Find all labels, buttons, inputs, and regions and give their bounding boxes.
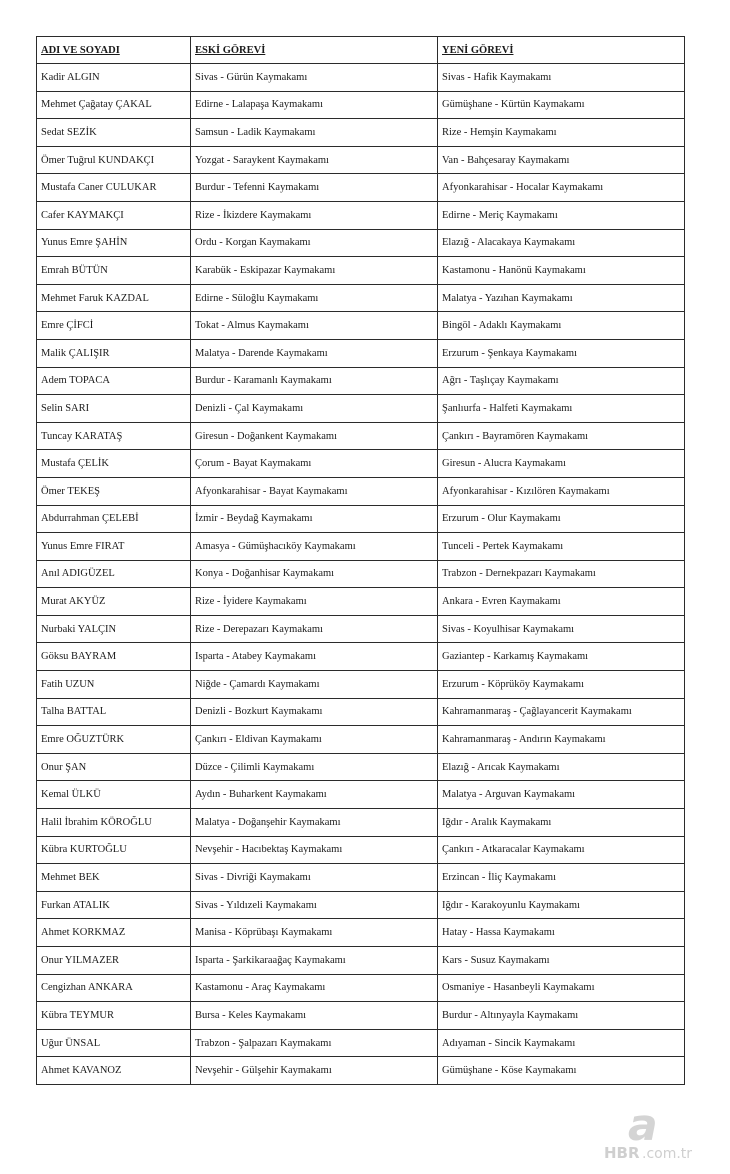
cell-new-position: Elazığ - Arıcak Kaymakamı [438, 753, 685, 781]
cell-new-position: Osmaniye - Hasanbeyli Kaymakamı [438, 974, 685, 1002]
cell-old-position: Rize - Derepazarı Kaymakamı [191, 615, 438, 643]
cell-old-position: Edirne - Süloğlu Kaymakamı [191, 284, 438, 312]
cell-name: Yunus Emre ŞAHİN [37, 229, 191, 257]
cell-new-position: Ankara - Evren Kaymakamı [438, 588, 685, 616]
cell-new-position: Burdur - Altınyayla Kaymakamı [438, 1002, 685, 1030]
cell-new-position: Malatya - Yazıhan Kaymakamı [438, 284, 685, 312]
table-row [37, 257, 685, 285]
cell-name: Halil İbrahim KÖROĞLU [37, 809, 191, 837]
watermark-domain: .com.tr [642, 1146, 693, 1162]
cell-name: Onur YILMAZER [37, 947, 191, 975]
table-row [37, 891, 685, 919]
cell-new-position: Afyonkarahisar - Kızılören Kaymakamı [438, 477, 685, 505]
cell-name: Ahmet KORKMAZ [37, 919, 191, 947]
cell-old-position: Edirne - Lalapaşa Kaymakamı [191, 91, 438, 119]
cell-name: Emre ÇİFCİ [37, 312, 191, 340]
cell-old-position: Sivas - Yıldızeli Kaymakamı [191, 891, 438, 919]
cell-new-position: Çankırı - Atkaracalar Kaymakamı [438, 836, 685, 864]
table-row [37, 1002, 685, 1030]
cell-old-position: Sivas - Divriği Kaymakamı [191, 864, 438, 892]
cell-name: Tuncay KARATAŞ [37, 422, 191, 450]
cell-old-position: Aydın - Buharkent Kaymakamı [191, 781, 438, 809]
table-row [37, 919, 685, 947]
cell-name: Cengizhan ANKARA [37, 974, 191, 1002]
cell-old-position: Düzce - Çilimli Kaymakamı [191, 753, 438, 781]
cell-new-position: Hatay - Hassa Kaymakamı [438, 919, 685, 947]
cell-old-position: Manisa - Köprübaşı Kaymakamı [191, 919, 438, 947]
table-row [37, 671, 685, 699]
table-row [37, 339, 685, 367]
cell-name: Mehmet BEK [37, 864, 191, 892]
cell-new-position: Sivas - Koyulhisar Kaymakamı [438, 615, 685, 643]
cell-name: Kübra KURTOĞLU [37, 836, 191, 864]
cell-new-position: Giresun - Alucra Kaymakamı [438, 450, 685, 478]
watermark-brand: HBR [604, 1144, 640, 1162]
cell-new-position: Şanlıurfa - Halfeti Kaymakamı [438, 395, 685, 423]
cell-name: Ömer Tuğrul KUNDAKÇI [37, 146, 191, 174]
table-row [37, 781, 685, 809]
assignments-table [36, 36, 685, 1085]
table-header-row [37, 37, 685, 64]
cell-new-position: Erzurum - Köprüköy Kaymakamı [438, 671, 685, 699]
cell-name: Uğur ÜNSAL [37, 1029, 191, 1057]
table-row [37, 229, 685, 257]
cell-old-position: İzmir - Beydağ Kaymakamı [191, 505, 438, 533]
table-row [37, 588, 685, 616]
cell-new-position: Tunceli - Pertek Kaymakamı [438, 533, 685, 561]
cell-name: Talha BATTAL [37, 698, 191, 726]
table-row [37, 64, 685, 92]
cell-old-position: Karabük - Eskipazar Kaymakamı [191, 257, 438, 285]
cell-old-position: Samsun - Ladik Kaymakamı [191, 119, 438, 147]
cell-name: Mehmet Çağatay ÇAKAL [37, 91, 191, 119]
cell-name: Ömer TEKEŞ [37, 477, 191, 505]
table-row [37, 533, 685, 561]
cell-new-position: Kars - Susuz Kaymakamı [438, 947, 685, 975]
cell-old-position: Trabzon - Şalpazarı Kaymakamı [191, 1029, 438, 1057]
cell-new-position: Kahramanmaraş - Andırın Kaymakamı [438, 726, 685, 754]
table-row [37, 146, 685, 174]
cell-new-position: Adıyaman - Sincik Kaymakamı [438, 1029, 685, 1057]
cell-name: Selin SARI [37, 395, 191, 423]
table-row [37, 201, 685, 229]
cell-old-position: Niğde - Çamardı Kaymakamı [191, 671, 438, 699]
cell-old-position: Isparta - Atabey Kaymakamı [191, 643, 438, 671]
cell-new-position: Rize - Hemşin Kaymakamı [438, 119, 685, 147]
table-row [37, 753, 685, 781]
cell-name: Cafer KAYMAKÇI [37, 201, 191, 229]
table-row [37, 1057, 685, 1085]
cell-old-position: Nevşehir - Hacıbektaş Kaymakamı [191, 836, 438, 864]
cell-new-position: Afyonkarahisar - Hocalar Kaymakamı [438, 174, 685, 202]
table-row [37, 809, 685, 837]
table-row [37, 864, 685, 892]
cell-name: Mehmet Faruk KAZDAL [37, 284, 191, 312]
cell-old-position: Kastamonu - Araç Kaymakamı [191, 974, 438, 1002]
table-row [37, 1029, 685, 1057]
cell-new-position: Gaziantep - Karkamış Kaymakamı [438, 643, 685, 671]
cell-new-position: Gümüşhane - Köse Kaymakamı [438, 1057, 685, 1085]
cell-name: Fatih UZUN [37, 671, 191, 699]
table-row [37, 422, 685, 450]
cell-old-position: Isparta - Şarkikaraağaç Kaymakamı [191, 947, 438, 975]
cell-name: Mustafa Caner CULUKAR [37, 174, 191, 202]
watermark-logo-letter: a [628, 1102, 658, 1151]
cell-name: Sedat SEZİK [37, 119, 191, 147]
cell-name: Mustafa ÇELİK [37, 450, 191, 478]
table-row [37, 91, 685, 119]
table-row [37, 698, 685, 726]
cell-old-position: Afyonkarahisar - Bayat Kaymakamı [191, 477, 438, 505]
cell-name: Kemal ÜLKÜ [37, 781, 191, 809]
cell-new-position: Van - Bahçesaray Kaymakamı [438, 146, 685, 174]
cell-old-position: Nevşehir - Gülşehir Kaymakamı [191, 1057, 438, 1085]
cell-old-position: Amasya - Gümüşhacıköy Kaymakamı [191, 533, 438, 561]
cell-name: Onur ŞAN [37, 753, 191, 781]
table-row [37, 947, 685, 975]
table-row [37, 615, 685, 643]
cell-old-position: Rize - İyidere Kaymakamı [191, 588, 438, 616]
cell-new-position: Trabzon - Dernekpazarı Kaymakamı [438, 560, 685, 588]
cell-name: Abdurrahman ÇELEBİ [37, 505, 191, 533]
cell-new-position: Edirne - Meriç Kaymakamı [438, 201, 685, 229]
cell-name: Emrah BÜTÜN [37, 257, 191, 285]
table-row [37, 119, 685, 147]
cell-new-position: Elazığ - Alacakaya Kaymakamı [438, 229, 685, 257]
header-old-position: ESKİ GÖREVİ [191, 37, 438, 64]
cell-new-position: Erzurum - Şenkaya Kaymakamı [438, 339, 685, 367]
cell-new-position: Kastamonu - Hanönü Kaymakamı [438, 257, 685, 285]
cell-new-position: Erzurum - Olur Kaymakamı [438, 505, 685, 533]
cell-old-position: Denizli - Çal Kaymakamı [191, 395, 438, 423]
table-row [37, 450, 685, 478]
table-row [37, 312, 685, 340]
header-name: ADI VE SOYADI [37, 37, 191, 64]
cell-new-position: Çankırı - Bayramören Kaymakamı [438, 422, 685, 450]
cell-name: Yunus Emre FIRAT [37, 533, 191, 561]
table-row [37, 560, 685, 588]
cell-new-position: Kahramanmaraş - Çağlayancerit Kaymakamı [438, 698, 685, 726]
cell-new-position: Erzincan - İliç Kaymakamı [438, 864, 685, 892]
cell-new-position: Iğdır - Karakoyunlu Kaymakamı [438, 891, 685, 919]
cell-old-position: Denizli - Bozkurt Kaymakamı [191, 698, 438, 726]
table-row [37, 974, 685, 1002]
cell-old-position: Bursa - Keles Kaymakamı [191, 1002, 438, 1030]
cell-old-position: Tokat - Almus Kaymakamı [191, 312, 438, 340]
cell-name: Adem TOPACA [37, 367, 191, 395]
table-row [37, 477, 685, 505]
table-row [37, 395, 685, 423]
cell-name: Kadir ALGIN [37, 64, 191, 92]
table-row [37, 643, 685, 671]
cell-old-position: Çankırı - Eldivan Kaymakamı [191, 726, 438, 754]
cell-old-position: Burdur - Tefenni Kaymakamı [191, 174, 438, 202]
cell-name: Ahmet KAVANOZ [37, 1057, 191, 1085]
cell-name: Anıl ADIGÜZEL [37, 560, 191, 588]
cell-name: Murat AKYÜZ [37, 588, 191, 616]
cell-name: Kübra TEYMUR [37, 1002, 191, 1030]
cell-old-position: Giresun - Doğankent Kaymakamı [191, 422, 438, 450]
cell-new-position: Gümüşhane - Kürtün Kaymakamı [438, 91, 685, 119]
cell-name: Malik ÇALIŞIR [37, 339, 191, 367]
table-row [37, 367, 685, 395]
cell-new-position: Malatya - Arguvan Kaymakamı [438, 781, 685, 809]
cell-name: Emre OĞUZTÜRK [37, 726, 191, 754]
table-row [37, 174, 685, 202]
cell-name: Göksu BAYRAM [37, 643, 191, 671]
cell-old-position: Rize - İkizdere Kaymakamı [191, 201, 438, 229]
hbr-watermark-logo [570, 1102, 710, 1162]
cell-old-position: Ordu - Korgan Kaymakamı [191, 229, 438, 257]
cell-new-position: Bingöl - Adaklı Kaymakamı [438, 312, 685, 340]
header-new-position: YENİ GÖREVİ [438, 37, 685, 64]
cell-old-position: Çorum - Bayat Kaymakamı [191, 450, 438, 478]
cell-new-position: Iğdır - Aralık Kaymakamı [438, 809, 685, 837]
cell-name: Furkan ATALIK [37, 891, 191, 919]
cell-old-position: Sivas - Gürün Kaymakamı [191, 64, 438, 92]
cell-old-position: Konya - Doğanhisar Kaymakamı [191, 560, 438, 588]
table-row [37, 505, 685, 533]
table-row [37, 284, 685, 312]
table-row [37, 836, 685, 864]
cell-name: Nurbaki YALÇIN [37, 615, 191, 643]
table-row [37, 726, 685, 754]
cell-old-position: Malatya - Doğanşehir Kaymakamı [191, 809, 438, 837]
cell-old-position: Malatya - Darende Kaymakamı [191, 339, 438, 367]
cell-new-position: Ağrı - Taşlıçay Kaymakamı [438, 367, 685, 395]
table-body [37, 64, 685, 1085]
cell-old-position: Yozgat - Saraykent Kaymakamı [191, 146, 438, 174]
cell-old-position: Burdur - Karamanlı Kaymakamı [191, 367, 438, 395]
cell-new-position: Sivas - Hafik Kaymakamı [438, 64, 685, 92]
